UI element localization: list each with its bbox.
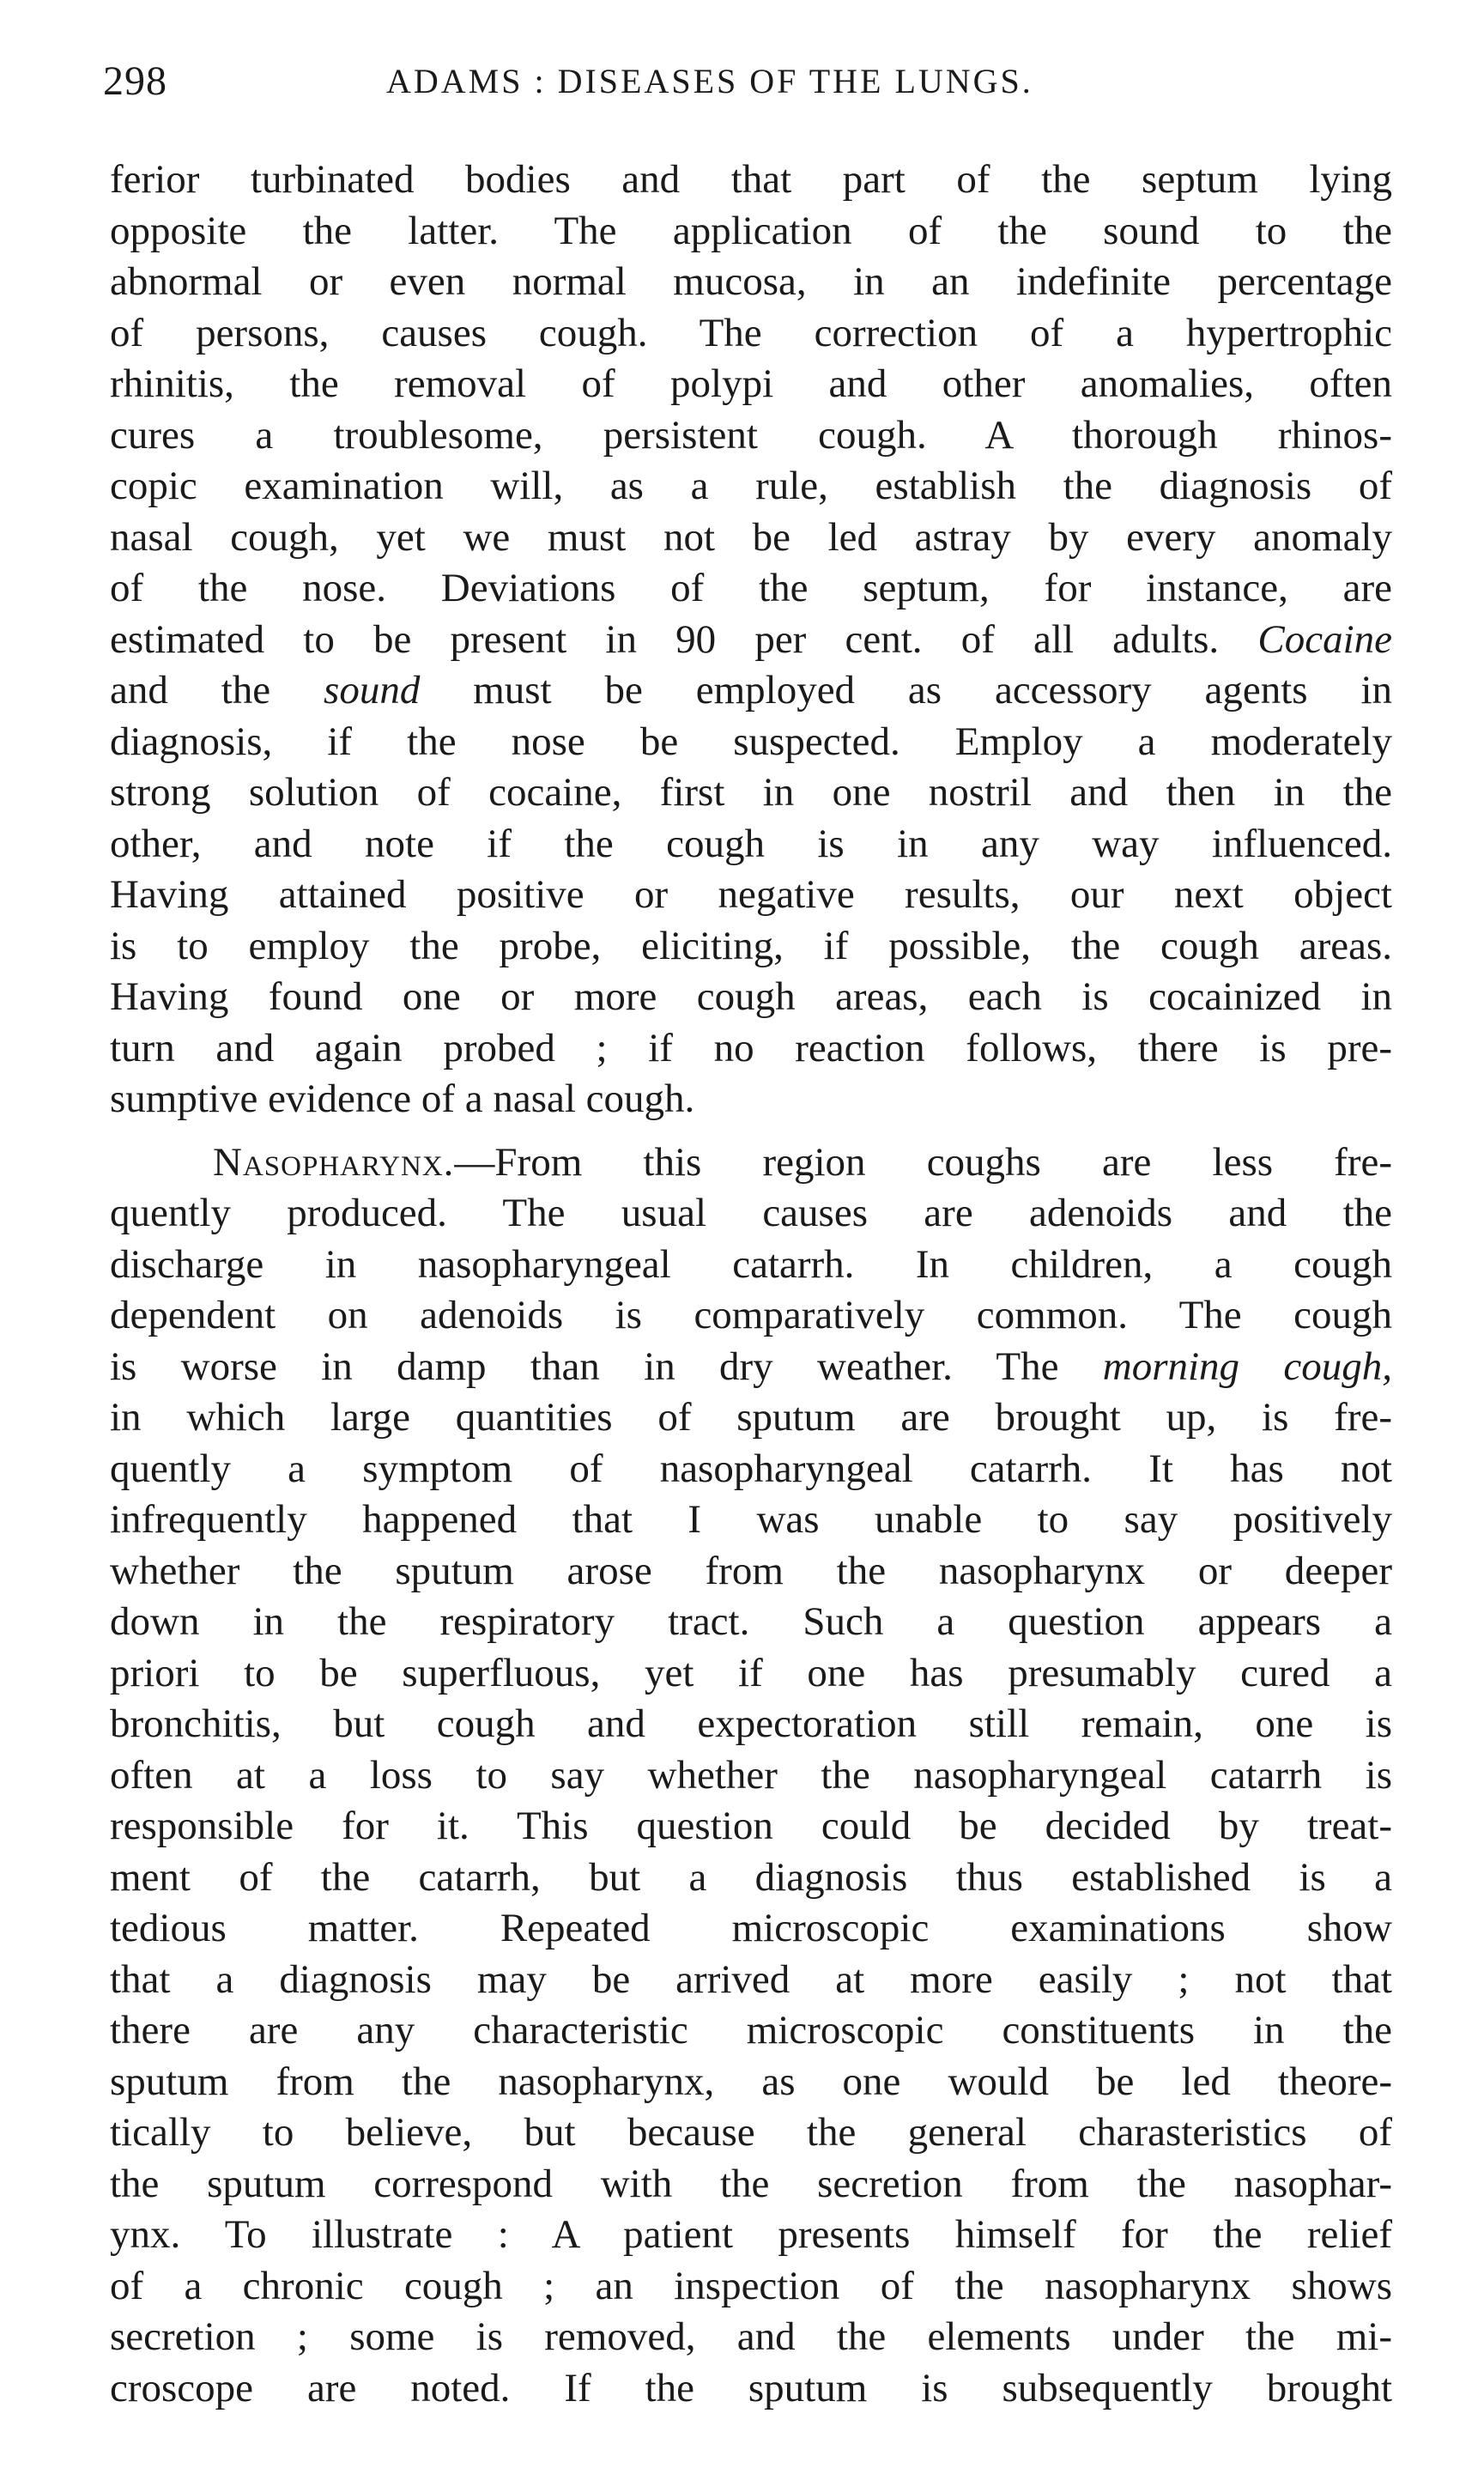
text-line: abnormal or even normal mucosa, in an indefinite percentage xyxy=(110,259,1392,304)
text-line xyxy=(110,665,1392,717)
text-line: Having found one or more cough areas, each is cocainized in xyxy=(110,974,1392,1019)
text-line: bronchitis, but cough and expectoration still remain, one is xyxy=(110,1701,1392,1746)
text-line: other, and note if the cough is in any way influenced. xyxy=(110,821,1392,866)
text-line: turn and again probed ; if no reaction follows, there is pre- xyxy=(110,1025,1392,1070)
text-line: ment of the catarrh, but a diagnosis thus established is a xyxy=(110,1854,1392,1900)
text-line: copic examination will, as a rule, establish the diagnosis of xyxy=(110,464,1392,508)
text-line: infrequently happened that I was unable to say positively xyxy=(110,1497,1392,1542)
text-line: rhinitis, the removal of polypi and other anomalies, often xyxy=(110,361,1392,406)
text-line: tedious matter. Repeated microscopic examinations show xyxy=(110,1906,1392,1950)
text-line: nasal cough, yet we must not be led astray by every anomaly xyxy=(110,514,1392,560)
text-line xyxy=(110,1137,1392,1189)
text-run: and the xyxy=(110,668,271,713)
text-line: whether the sputum arose from the nasopharynx or deeper xyxy=(110,1548,1392,1593)
text-line: cures a troublesome, persistent cough. A thorough rhinos- xyxy=(110,412,1392,458)
text-line xyxy=(110,1342,1392,1393)
text-line: of the nose. Deviations of the septum, for instance, are xyxy=(110,566,1392,610)
text-run: must be employed as accessory agents in xyxy=(473,668,1392,713)
text-run: is worse in damp than in dry weather. The xyxy=(110,1343,1059,1389)
text-run: estimated to be present in 90 per cent. of all adults. xyxy=(110,616,1220,662)
text-line: ferior turbinated bodies and that part of the septum lying xyxy=(110,157,1392,202)
running-head-title: ADAMS : DISEASES OF THE LUNGS. xyxy=(386,62,1033,100)
text-line: quently produced. The usual causes are adenoids and the xyxy=(110,1191,1392,1235)
section-heading: Nasopharynx. xyxy=(213,1139,455,1185)
italic-term: morning cough, xyxy=(1102,1343,1392,1389)
text-line: that a diagnosis may be arrived at more easily ; not that xyxy=(110,1956,1392,2002)
body-text xyxy=(110,155,1392,2414)
text-line: diagnosis, if the nose be suspected. Employ a moderately xyxy=(110,719,1392,764)
text-line: discharge in nasopharyngeal catarrh. In children, a cough xyxy=(110,1241,1392,1287)
italic-term: sound xyxy=(324,668,421,713)
text-line: there are any characteristic microscopic constituents in the xyxy=(110,2008,1392,2053)
text-line: Having attained positive or negative results, our next object xyxy=(110,872,1392,917)
text-line: down in the respiratory tract. Such a question appears a xyxy=(110,1599,1392,1644)
text-line xyxy=(110,615,1392,666)
text-line: quently a symptom of nasopharyngeal catarrh. It has not xyxy=(110,1446,1392,1491)
text-line: secretion ; some is removed, and the elements under the mi- xyxy=(110,2314,1392,2359)
text-line: dependent on adenoids is comparatively common. The cough xyxy=(110,1293,1392,1337)
text-line: croscope are noted. If the sputum is subsequently brought xyxy=(110,2365,1392,2410)
text-line: strong solution of cocaine, first in one nostril and then in the xyxy=(110,770,1392,815)
paragraph-gap xyxy=(110,1125,1392,1137)
text-line: is to employ the probe, eliciting, if possible, the cough areas. xyxy=(110,923,1392,968)
text-line: in which large quantities of sputum are brought up, is fre- xyxy=(110,1395,1392,1440)
italic-term: Cocaine xyxy=(1257,616,1392,662)
text-line: often at a loss to say whether the nasopharyngeal catarrh is xyxy=(110,1752,1392,1798)
text-line: priori to be superfluous, yet if one has presumably cured a xyxy=(110,1650,1392,1695)
text-line: the sputum correspond with the secretion from the nasophar- xyxy=(110,2161,1392,2206)
page-number: 298 xyxy=(103,58,167,104)
text-line: ynx. To illustrate : A patient presents himself for the relief xyxy=(110,2212,1392,2257)
text-line: sumptive evidence of a nasal cough. xyxy=(110,1076,695,1121)
text-line: responsible for it. This question could be decided by treat- xyxy=(110,1804,1392,1848)
running-head xyxy=(103,52,1395,112)
text-line: opposite the latter. The application of the sound to the xyxy=(110,208,1392,253)
text-line: of persons, causes cough. The correction of a hypertrophic xyxy=(110,310,1392,355)
text-run: —From this region coughs are less fre- xyxy=(454,1139,1392,1185)
text-line: of a chronic cough ; an inspection of the nasopharynx shows xyxy=(110,2263,1392,2308)
text-line: tically to believe, but because the general charasteristics of xyxy=(110,2110,1392,2155)
text-line: sputum from the nasopharynx, as one would be led theore- xyxy=(110,2059,1392,2104)
